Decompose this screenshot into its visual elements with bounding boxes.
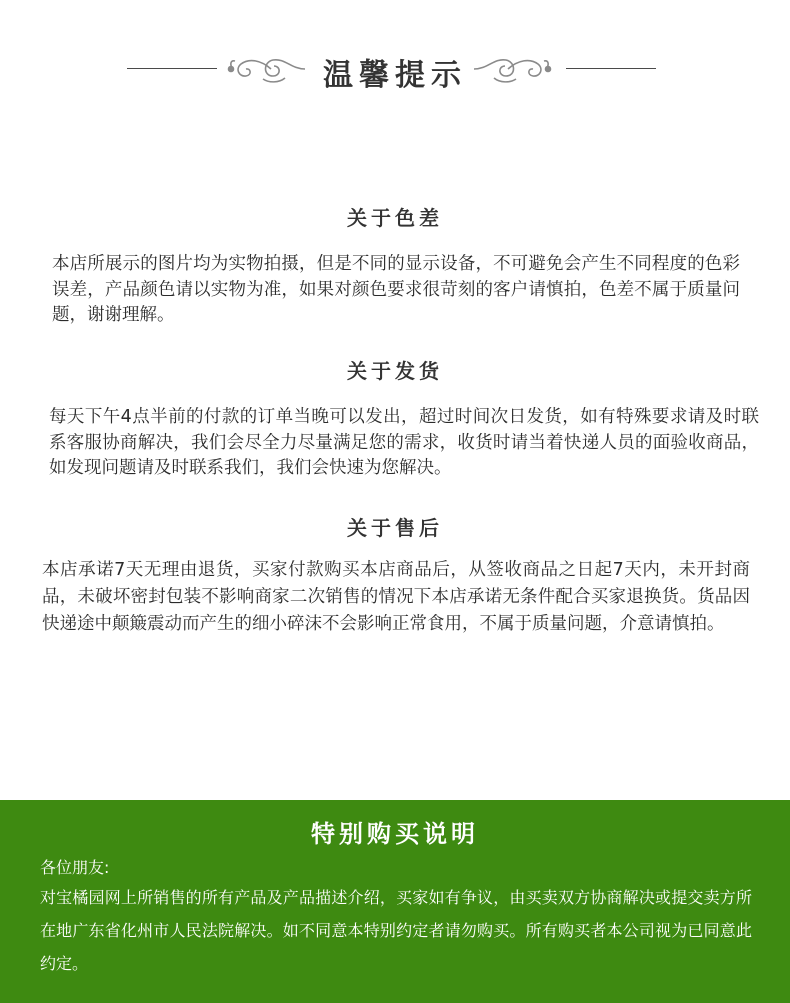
notice-title: 特别购买说明 <box>311 820 479 848</box>
section-title-color-difference: 关于色差 <box>347 206 443 230</box>
section-text-shipping: 每天下午4点半前的付款的订单当晚可以发出，超过时间次日发货，如有特殊要求请及时联系客服协商解决，我们会尽全力尽量满足您的需求，收货时请当着快递人员的面验收商品，如发现问题请及时联系我们，我们会快速为您解决。 <box>49 407 759 478</box>
section-title-after-sales: 关于售后 <box>347 516 443 540</box>
section-text-after-sales: 本店承诺7天无理由退货，买家付款购买本店商品后，从签收商品之日起7天内，未开封商品，未破坏密封包装不影响商家二次销售的情况下本店承诺无条件配合买家退换货。货品因快递途中颠簸震动而产生的细小碎沫不会影响正常食用，不属于质量问题，介意请慎拍。 <box>42 560 750 634</box>
section-text-color-difference: 本店所展示的图片均为实物拍摄，但是不同的显示设备，不可避免会产生不同程度的色彩误差，产品颜色请以实物为准，如果对颜色要求很苛刻的客户请慎拍，色差不属于质量问题，谢谢理解。 <box>52 254 740 325</box>
warm-tips-header <box>0 44 790 96</box>
scroll-ornament-icon <box>472 52 554 86</box>
page-title: 温馨提示 <box>323 58 467 93</box>
notice-greeting: 各位朋友: <box>40 858 110 877</box>
notice-body: 对宝橘园网上所销售的所有产品及产品描述介绍，买家如有争议，由买卖双方协商解决或提交卖方所在地广东省化州市人民法院解决。如不同意本特别约定者请勿购买。所有购买者本公司视为已同意此约定。 <box>40 888 752 973</box>
section-title-shipping: 关于发货 <box>347 359 443 383</box>
special-purchase-notice <box>0 800 790 1003</box>
header-divider-right <box>566 68 656 69</box>
